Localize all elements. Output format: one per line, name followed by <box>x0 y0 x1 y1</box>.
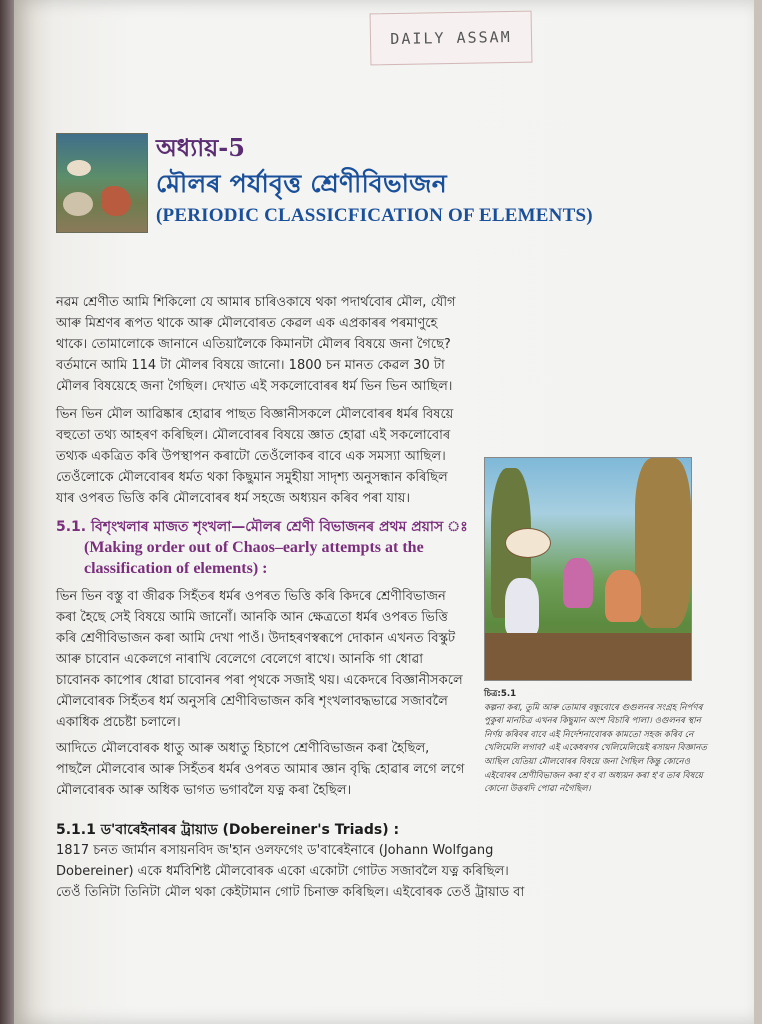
paragraph-classification: ভিন ভিন বস্তু বা জীৱক সিহঁতৰ ধৰ্মৰ ওপৰত ভিত্তি কৰি কিদৰে শ্ৰেণীবিভাজন কৰা হৈছে সেই বিষয়ে আমি জানোঁ। আনকি আন ক্ষেত্ৰতো ধৰ্মৰ ওপৰত ভিত্তি কৰি শ্ৰেণীবিভাজন কৰা আমি দেখা পাওঁ। উদাহৰণস্বৰূপে দোকান এখনত বিস্কুট আৰু চাবোন একেলগে নাৰাখি বেলেগে বেলেগে ৰাখে। আনকি গা ধোৱা চাবোনক কাপোৰ ধোৱা চাবোনৰ পৰা পৃথকে সজাই থয়। একেদৰে বিজ্ঞানীসকলে মৌলবোৰক সিহঁতৰ ধৰ্ম অনুসৰি শ্ৰেণীবিভাজন কৰি শৃংখলাবদ্ধভাৱে সজাবলৈ একাধিক প্ৰচেষ্টা চলালে। <box>56 589 463 730</box>
chapter-subtitle: (PERIODIC CLASSICFICATION OF ELEMENTS) <box>156 205 593 226</box>
paragraph-metals: আদিতে মৌলবোৰক ধাতু আৰু অধাতু হিচাপে শ্ৰেণীবিভাজন কৰা হৈছিল, পাছলৈ মৌলবোৰ আৰু সিহঁতৰ ধৰ্মৰ ওপৰত আমাৰ জ্ঞান বৃদ্ধি হোৱাৰ লগে লগে মৌলবোৰক আৰু অধিক ভাগত ভগাবলৈ যত্ন কৰা হৈছিল। <box>56 741 465 798</box>
illustration-figure <box>101 186 131 216</box>
section-heading-5-1: 5.1. বিশৃংখলাৰ মাজত শৃংখলা—মৌলৰ শ্ৰেণী বিভাজনৰ প্ৰথম প্ৰয়াস ঃ <box>56 519 468 535</box>
thought-bubble <box>505 528 551 558</box>
figure-label: চিত্ৰ:5.1 <box>484 689 517 699</box>
figure-caption <box>484 688 710 797</box>
figure-5-1-illustration <box>484 457 692 681</box>
chapter-label: অধ্যায়-5 <box>156 133 245 162</box>
paragraph-discovery: ভিন ভিন মৌল আৱিষ্কাৰ হোৱাৰ পাছত বিজ্ঞানীসকলে মৌলবোৰৰ ধৰ্মৰ বিষয়ে বহুতো তথ্য আহৰণ কৰিছিল। মৌলবোৰৰ বিষয়ে জ্ঞাত হোৱা এই সকলোবোৰ তথ্যক একত্ৰিত কৰি উপস্থাপন কৰাটো তেওঁলোকৰ বাবে এক সমস্যা আছিল। তেওঁলোকে মৌলবোৰৰ ধৰ্মত থকা কিছুমান সমুহীয়া সাদৃশ্য অনুসন্ধান কৰিছিল যাৰ ওপৰত ভিত্তি কৰি মৌলবোৰৰ ধৰ্ম সহজে অধ্যয়ন কৰিব পৰা যায়। <box>56 407 454 506</box>
paragraph-intro: নৱম শ্ৰেণীত আমি শিকিলো যে আমাৰ চাৰিওকাষে থকা পদাৰ্থবোৰ মৌল, যৌগ আৰু মিশ্ৰণৰ ৰূপত থাকে আৰু মৌলবোৰত কেৱল এক এপ্ৰকাৰৰ পৰমাণুহে থাকে। তোমালোকে জানানে এতিয়ালৈকে কিমানটা মৌলৰ বিষয়ে জনা গৈছে? বৰ্তমানে আমি 114 টা মৌলৰ বিষয়ে জানো। 1800 চন মানত কেৱল 30 টা মৌলৰ বিষয়েহে জনা গৈছিল। দেখাত এই সকলোবোৰৰ ধৰ্ম ভিন ভিন আছিল। <box>56 295 456 394</box>
tree-shape-2 <box>635 458 691 628</box>
ground-area <box>485 633 691 680</box>
child-figure-2 <box>563 558 593 608</box>
illustration-figure-2 <box>63 192 93 216</box>
illustration-thought-bubble <box>67 160 91 176</box>
figure-caption-text: কল্পনা কৰা, তুমি আৰু তোমাৰ বন্ধুবোৰে গুগুলনৰ সংগ্ৰহ নিৰ্পণৰ পুকুৰা মানচিত্ৰ এখনৰ কিছুমান অংশ বিচাৰি পালা। ওগুলনৰ স্থান নিৰ্ণয় কৰিবৰ বাবে এই নিৰ্দেশনাবোৰক কামতো সহজ কৰিব নে খেলিমেলি লগাব? এই একেধৰণৰ খেলিমেলিয়েই ৰসায়ন বিজ্ঞানত আছিল যেতিয়া মৌলবোৰৰ বিষয়ে জনা গৈছিল কিন্তু কোনেও এইবোৰৰ শ্ৰেণীবিভাজন কৰা হ'ব বা অধ্যয়ন কৰা হ'ব তাৰ বিষয়ে কোনো উত্তৰদি পোৱা নগৈছিল। <box>484 702 707 795</box>
child-figure-3 <box>605 570 641 622</box>
chapter-title: মৌলৰ পৰ্যাবৃত্ত শ্ৰেণীবিভাজন <box>156 169 448 198</box>
child-figure-1 <box>505 578 539 636</box>
paragraph-dobereiner: 1817 চনত জাৰ্মান ৰসায়নবিদ জ'হান ওলফগেং ড'বাৰেইনাৰে (Johann Wolfgang Dobereiner) একে ধৰ্মবিশিষ্ট মৌলবোৰক একো একোটা গোটত সজাবলৈ যত্ন কৰিছিল। তেওঁ তিনিটা তিনিটা মৌল থকা কেইটামান গোট চিনাক্ত কৰিছিল। এইবোৰক তেওঁ ট্ৰায়াড বা <box>56 843 525 900</box>
chapter-illustration <box>56 133 148 233</box>
daily-assam-stamp: DAILY ASSAM <box>370 11 533 66</box>
subsection-heading-triads: 5.1.1 ড'বাৰেইনাৰৰ ট্ৰায়াড (Dobereiner's Triads) : <box>56 822 400 838</box>
section-heading-5-1-english: (Making order out of Chaos–early attempts at the classification of elements) : <box>84 539 424 577</box>
